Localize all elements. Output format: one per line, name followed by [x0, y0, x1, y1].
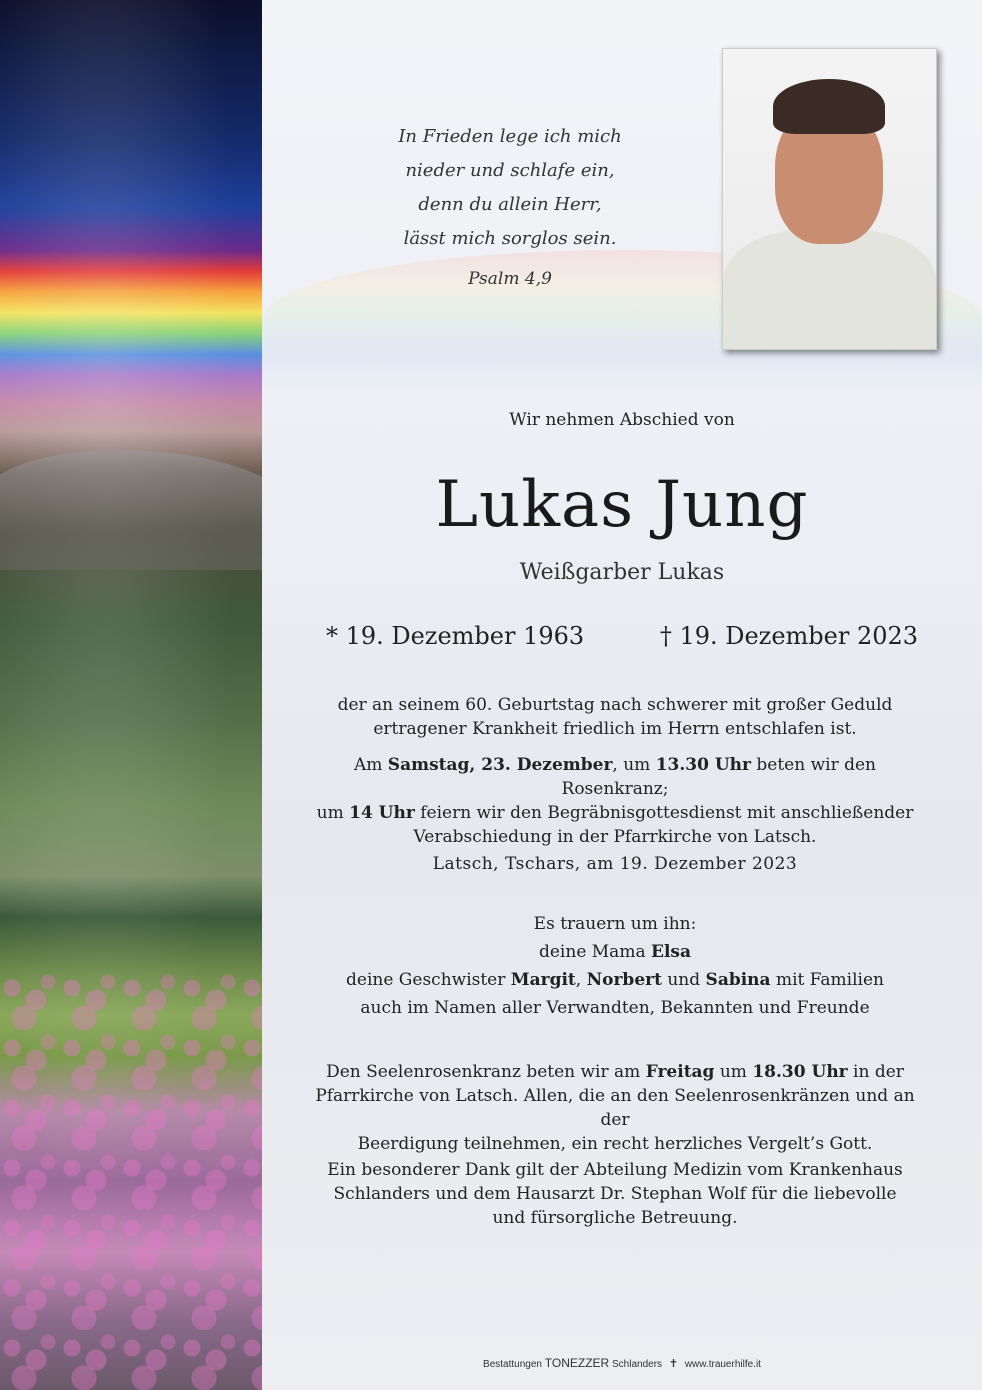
psalm-reference: Psalm 4,9: [468, 269, 552, 289]
paragraph-line: ertragener Krankheit friedlich im Herrn entschlafen ist.: [373, 719, 857, 739]
intro-text: Wir nehmen Abschied von: [509, 410, 735, 430]
deceased-nickname: Weißgarber Lukas: [519, 560, 725, 585]
funeral-schedule-paragraph: [300, 753, 930, 849]
landscape-image-strip: [0, 0, 262, 1390]
company-name: TONEZZER: [544, 1356, 610, 1370]
mourner-others: auch im Namen aller Verwandten, Bekannten und Freunde: [360, 998, 870, 1018]
portrait-hair: [773, 79, 885, 134]
paragraph-line: Den Seelenrosenkranz beten wir am Freitag um 18.30 Uhr in der: [326, 1062, 904, 1082]
paragraph-line: Am Samstag, 23. Dezember, um 13.30 Uhr beten wir den Rosenkranz;: [353, 755, 877, 799]
paragraph-line: Schlanders und dem Hausarzt Dr. Stephan Wolf für die liebevolle: [333, 1184, 897, 1204]
death-date: † 19. Dezember 2023: [659, 622, 919, 650]
psalm-line: lässt mich sorglos sein.: [403, 228, 617, 249]
flower-field: [0, 970, 262, 1390]
psalm-line: nieder und schlafe ein,: [405, 160, 615, 181]
rosary-paragraph: [300, 1060, 930, 1156]
portrait-shirt: [723, 229, 936, 350]
website-link[interactable]: www.trauerhilfe.it: [684, 1359, 761, 1370]
paragraph-line: Pfarrkirche von Latsch. Allen, die an den Seelenrosenkränzen und an der: [315, 1086, 915, 1130]
thanks-paragraph: [300, 1158, 930, 1230]
mourner-siblings: deine Geschwister Margit, Norbert und Sabina mit Familien: [346, 970, 884, 990]
paragraph-line: und fürsorgliche Betreuung.: [492, 1208, 738, 1228]
paragraph-line: Beerdigung teilnehmen, ein recht herzliches Vergelt’s Gott.: [357, 1134, 873, 1154]
paragraph-line: der an seinem 60. Geburtstag nach schwerer mit großer Geduld: [337, 695, 893, 715]
passing-paragraph: [300, 693, 930, 741]
psalm-quote: [380, 120, 640, 296]
birth-date: * 19. Dezember 1963: [325, 622, 585, 650]
mountain-ridge: [0, 450, 262, 570]
psalm-line: In Frieden lege ich mich: [398, 126, 622, 147]
portrait-photo: [722, 48, 937, 350]
paragraph-line: um 14 Uhr feiern wir den Begräbnisgottesdienst mit anschließender: [316, 803, 914, 823]
mourners-list: [300, 910, 930, 1022]
paragraph-line: Ein besonderer Dank gilt der Abteilung Medizin vom Krankenhaus: [327, 1160, 903, 1180]
mourners-heading: Es trauern um ihn:: [533, 914, 697, 934]
life-dates: [262, 622, 982, 650]
paragraph-line: Verabschiedung in der Pfarrkirche von Latsch.: [413, 827, 817, 847]
deceased-name: Lukas Jung: [435, 468, 809, 542]
footer-credit: Bestattungen TONEZZER Schlanders ✝ www.trauerhilfe.it: [483, 1356, 761, 1370]
place-and-date: Latsch, Tschars, am 19. Dezember 2023: [432, 854, 798, 874]
mourner-mother: deine Mama Elsa: [538, 942, 691, 962]
psalm-line: denn du allein Herr,: [418, 194, 602, 215]
cross-logo-icon: ✝: [668, 1358, 679, 1370]
